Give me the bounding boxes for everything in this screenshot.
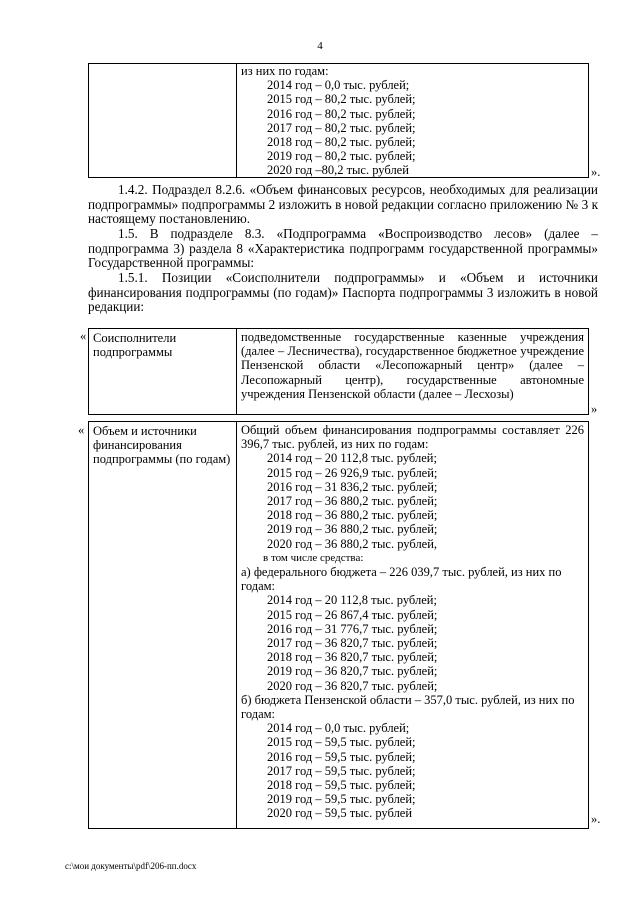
year-line: 2017 год – 59,5 тыс. рублей; xyxy=(267,763,416,778)
regional-budget: б) бюджета Пензенской области – 357,0 тыс. рублей, из них по годам: xyxy=(241,692,575,722)
empty-label-cell xyxy=(89,64,237,177)
year-line: 2014 год – 20 112,8 тыс. рублей; xyxy=(267,451,437,466)
years-intro: из них по годам: xyxy=(241,64,329,78)
year-line: 2019 год – 36 880,2 тыс. рублей; xyxy=(267,522,438,537)
year-line: 2015 год – 26 867,4 тыс. рублей; xyxy=(267,607,438,622)
year-line: 2016 год – 59,5 тыс. рублей; xyxy=(267,749,416,764)
co-executors-label: Соисполнители подпрограммы xyxy=(89,329,237,414)
year-line: 2018 год – 80,2 тыс. рублей; xyxy=(267,135,416,150)
funding-table xyxy=(88,421,589,829)
opening-quote: « xyxy=(80,329,87,343)
funding-details xyxy=(237,422,588,828)
paragraph-1-4-2: 1.4.2. Подраздел 8.2.6. «Объем финансовых ресурсов, необходимых для реализации подпрограммы» подпрограммы 2 изложить в новой редакции согласно приложению № 3 к настоящему постановлению. xyxy=(88,182,598,227)
year-line: 2016 год – 80,2 тыс. рублей; xyxy=(267,106,416,121)
year-line: 2015 год – 59,5 тыс. рублей; xyxy=(267,735,416,750)
year-line: 2019 год – 59,5 тыс. рублей; xyxy=(267,792,416,807)
year-line: 2017 год – 36 880,2 тыс. рублей; xyxy=(267,494,438,509)
year-line: 2020 год – 59,5 тыс. рублей xyxy=(267,806,413,821)
year-line: 2020 год –80,2 тыс. рублей xyxy=(267,163,409,178)
year-line: 2018 год – 36 820,7 тыс. рублей; xyxy=(267,650,438,665)
year-line: 2019 год – 36 820,7 тыс. рублей; xyxy=(267,664,438,679)
year-line: 2014 год – 0,0 тыс. рублей; xyxy=(267,721,410,736)
federal-budget: а) федерального бюджета – 226 039,7 тыс. рублей, из них по годам: xyxy=(241,565,562,594)
year-line: 2020 год – 36 820,7 тыс. рублей; xyxy=(267,678,438,693)
closing-quote: » xyxy=(591,402,598,416)
year-line: 2016 год – 31 836,2 тыс. рублей; xyxy=(267,479,438,494)
paragraph-1-5-1: 1.5.1. Позиции «Соисполнители подпрограммы» и «Объем и источники финансирования подпрограммы (по годам)» Паспорта подпрограммы 3 изложить в новой редакции: xyxy=(88,270,598,315)
year-line: 2014 год – 0,0 тыс. рублей; xyxy=(267,78,410,93)
year-line: 2015 год – 26 926,9 тыс. рублей; xyxy=(267,465,438,480)
total-funding: Общий объем финансирования подпрограммы составляет 226 396,7 тыс. рублей, из них по годам: xyxy=(241,423,584,452)
year-line: 2017 год – 36 820,7 тыс. рублей; xyxy=(267,636,438,651)
including-funds: в том числе средства: xyxy=(263,551,364,564)
closing-quote: ». xyxy=(591,812,601,826)
year-line: 2016 год – 31 776,7 тыс. рублей; xyxy=(267,621,438,636)
closing-quote: ». xyxy=(591,165,601,179)
co-executors-text: подведомственные государственные казенные учреждения (далее – Лесничества), государственное бюджетное учреждение Пензенской области «Лесопожарный центр» (далее – Лесопожарный центр), государственные автономные учреждения Пензенской области (далее – Лесхозы) xyxy=(241,330,584,401)
year-line: 2014 год – 20 112,8 тыс. рублей; xyxy=(267,593,437,608)
opening-quote: « xyxy=(78,423,85,437)
funding-years-cell xyxy=(237,64,588,177)
funding-continuation-table xyxy=(88,63,589,178)
year-line: 2017 год – 80,2 тыс. рублей; xyxy=(267,120,416,135)
funding-label: Объем и источники финансирования подпрограммы (по годам) xyxy=(89,422,237,828)
year-line: 2018 год – 36 880,2 тыс. рублей; xyxy=(267,508,438,523)
year-line: 2019 год – 80,2 тыс. рублей; xyxy=(267,149,416,164)
year-line: 2015 год – 80,2 тыс. рублей; xyxy=(267,92,416,107)
year-line: 2018 год – 59,5 тыс. рублей; xyxy=(267,778,416,793)
year-line: 2020 год – 36 880,2 тыс. рублей, xyxy=(267,536,438,551)
page-number: 4 xyxy=(317,40,323,52)
paragraph-1-5: 1.5. В подразделе 8.3. «Подпрограмма «Воспроизводство лесов» (далее – подпрограмма 3) раздела 8 «Характеристика подпрограмм государственной программы» Государственной программы: xyxy=(88,226,598,271)
footer-file-path: c:\мои документы\pdf\206-пп.docx xyxy=(65,861,197,871)
co-executors-table xyxy=(88,328,589,415)
